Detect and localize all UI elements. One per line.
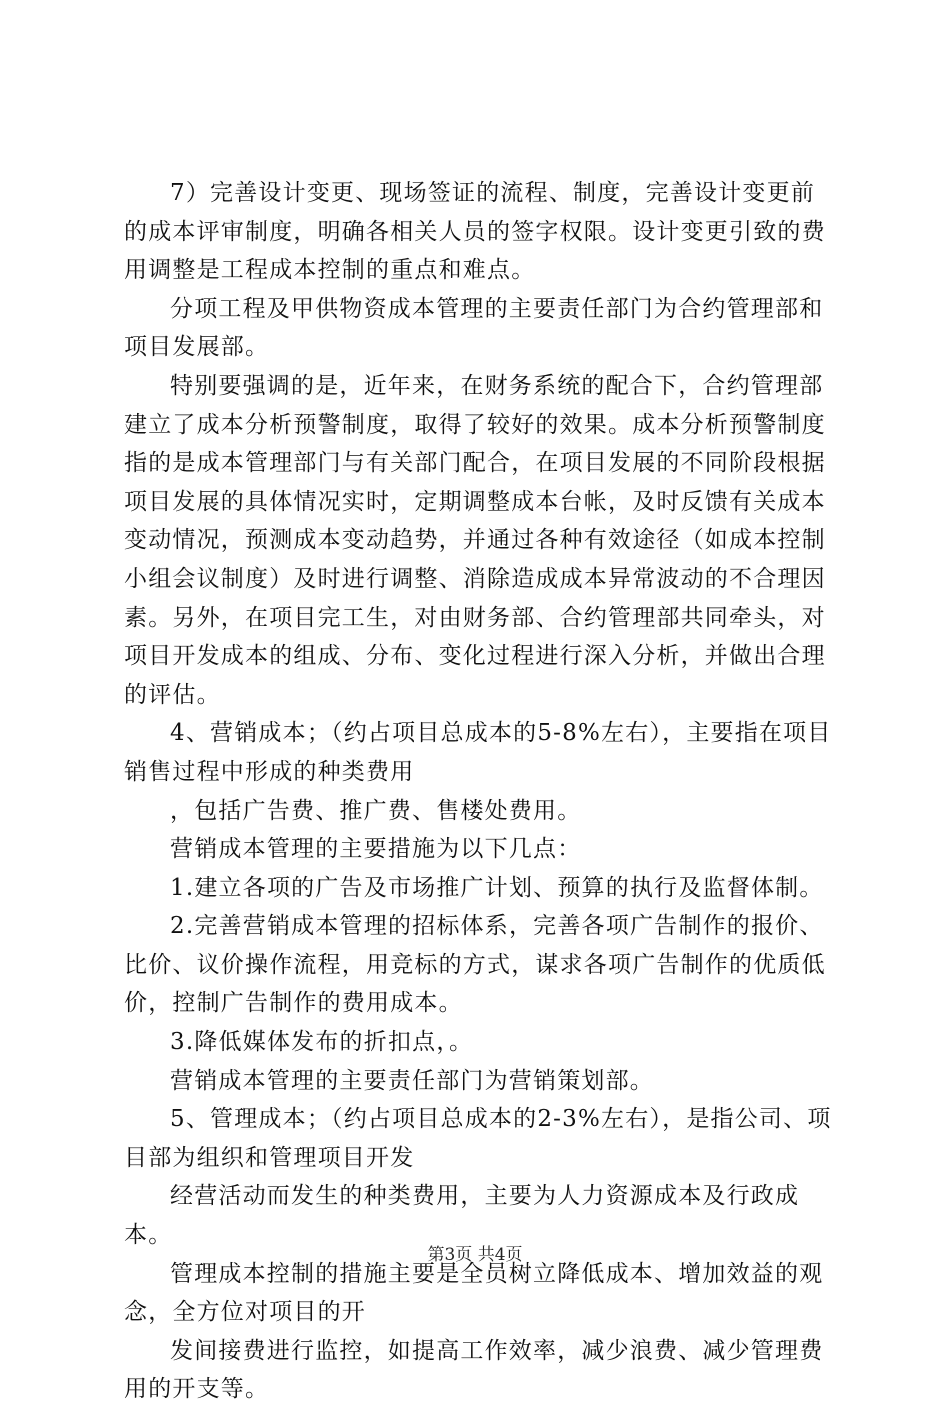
paragraph-measure-1: 1.建立各项的广告及市场推广计划、预算的执行及监督体制。 (170, 874, 824, 901)
paragraph-cost-warning-system: 特别要强调的是，近年来，在财务系统的配合下，合约管理部建立了成本分析预警制度，取得了较好的效果。成本分析预警制度指的是成本管理部门与有关部门配合，在项目发展的不同阶段根据项目发展的具体情况实时，定期调整成本台帐，及时反馈有关成本变动情况，预测成本变动趋势，并通过各种有效途径（如成本控制小组会议制度）及时进行调整、消除造成成本异常波动的不合理因素。另外，在项目完工生，对由财务部、合约管理部共同牵头，对项目开发成本的组成、分布、变化过程进行深入分析，并做出合理的评估。 (124, 372, 826, 708)
paragraph-subproject-responsibility: 分项工程及甲供物资成本管理的主要责任部门为合约管理部和项目发展部。 (124, 295, 824, 361)
paragraph-measure-3: 3.降低媒体发布的折扣点，。 (170, 1029, 474, 1056)
paragraph-marketing-measures-heading: 营销成本管理的主要措施为以下几点： (170, 836, 582, 863)
paragraph-marketing-cost: 4、营销成本；（约占项目总成本的5-8%左右），主要指在项目销售过程中形成的种类费用 (124, 720, 832, 785)
paragraph-measure-2: 2.完善营销成本管理的招标体系，完善各项广告制作的报价、比价、议价操作流程，用竞标的方式，谋求各项广告制作的优质低价，控制广告制作的费用成本。 (124, 913, 826, 1017)
document-body (124, 174, 836, 1409)
paragraph-design-change: 7）完善设计变更、现场签证的流程、制度，完善设计变更前的成本评审制度，明确各相关人员的签字权限。设计变更引致的费用调整是工程成本控制的重点和难点。 (124, 180, 826, 284)
paragraph-marketing-responsibility: 营销成本管理的主要责任部门为营销策划部。 (170, 1067, 654, 1094)
page-number-footer: 第3页 共4页 (427, 1245, 523, 1265)
paragraph-management-measures: 管理成本控制的措施主要是全员树立降低成本、增加效益的观念，全方位对项目的开 (124, 1260, 824, 1326)
paragraph-marketing-cost-items: ，包括广告费、推广费、售楼处费用。 (170, 797, 582, 824)
paragraph-management-cost: 5、管理成本；（约占项目总成本的2-3%左右），是指公司、项目部为组织和管理项目开发 (124, 1106, 832, 1171)
paragraph-management-cost-items: 经营活动而发生的种类费用，主要为人力资源成本及行政成本。 (124, 1183, 800, 1249)
paragraph-indirect-cost-control: 发间接费进行监控，如提高工作效率，减少浪费、减少管理费用的开支等。 (124, 1337, 824, 1403)
